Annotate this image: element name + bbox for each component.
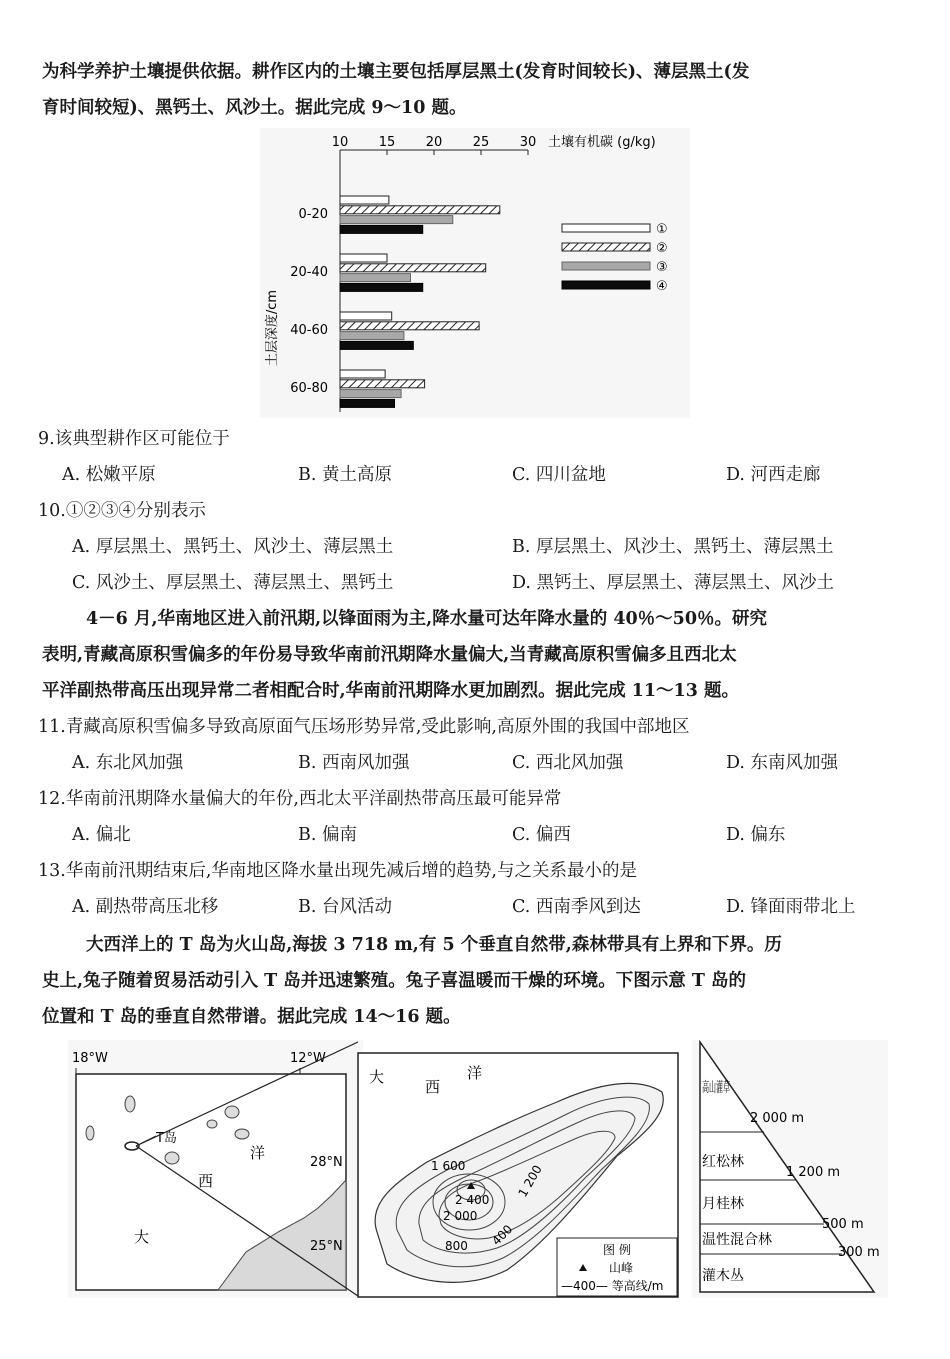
passage2-line-1: 4－6 月,华南地区进入前汛期,以锋面雨为主,降水量可达年降水量的 40％～50％。研究 bbox=[86, 609, 768, 629]
contour-label-800: 800 bbox=[445, 1239, 468, 1253]
category-label: 40-60 bbox=[290, 323, 328, 338]
alt-2000: 2 000 m bbox=[750, 1111, 805, 1126]
x-tick-label: 30 bbox=[519, 135, 537, 150]
legend-label-4: ④ bbox=[656, 279, 668, 294]
map2-ocean-char-1: 大 bbox=[369, 1068, 385, 1086]
legend-label-3: ③ bbox=[656, 260, 668, 275]
soil-carbon-chart bbox=[260, 128, 690, 418]
contour-label-1600: 1 600 bbox=[431, 1159, 466, 1173]
passage2-line-3: 平洋副热带高压出现异常二者相配合时,华南前汛期降水更加剧烈。据此完成 11～13 题。 bbox=[42, 681, 739, 701]
lon-18w: 18°W bbox=[72, 1051, 108, 1066]
island-3 bbox=[165, 1152, 179, 1164]
q10-option-b[interactable]: B. 厚层黑土、风沙土、黑钙土、薄层黑土 bbox=[512, 537, 834, 557]
alt-1200: 1 200 m bbox=[786, 1165, 841, 1180]
q13-option-d[interactable]: D. 锋面雨带北上 bbox=[726, 897, 856, 917]
zone-alpine-label bbox=[702, 1079, 730, 1096]
q13-option-a[interactable]: A. 副热带高压北移 bbox=[72, 897, 219, 917]
q13-option-b[interactable]: B. 台风活动 bbox=[298, 897, 392, 917]
map1-ocean-char-3: 洋 bbox=[250, 1144, 266, 1162]
x-tick-label: 25 bbox=[472, 135, 490, 150]
zone-pine-label: 红松林 bbox=[702, 1154, 744, 1170]
q11-stem: 11.青藏高原积雪偏多导致高原面气压场形势异常,受此影响,高原外围的我国中部地区 bbox=[38, 717, 690, 737]
x-tick-label: 20 bbox=[425, 135, 443, 150]
category-label: 0-20 bbox=[298, 207, 328, 222]
legend-title: 图 例 bbox=[603, 1243, 631, 1257]
q12-stem: 12.华南前汛期降水量偏大的年份,西北太平洋副热带高压最可能异常 bbox=[38, 789, 562, 809]
q9-stem: 9.该典型耕作区可能位于 bbox=[38, 429, 230, 449]
legend-contour-label: —400— 等高线/m bbox=[561, 1279, 664, 1293]
y-axis-label: 土层深度/cm bbox=[265, 289, 280, 367]
q9-option-b[interactable]: B. 黄土高原 bbox=[298, 465, 392, 485]
island-1 bbox=[125, 1096, 135, 1112]
contour-label-400: 400 bbox=[489, 1222, 516, 1249]
lat-25n: 25°N bbox=[310, 1239, 343, 1254]
q10-option-a[interactable]: A. 厚层黑土、黑钙土、风沙土、薄层黑土 bbox=[72, 537, 394, 557]
q12-option-c[interactable]: C. 偏西 bbox=[512, 825, 571, 845]
contour-label-2400: 2 400 bbox=[455, 1193, 490, 1207]
bar-40-60-series-1 bbox=[340, 312, 392, 320]
q10-option-c[interactable]: C. 风沙土、厚层黑土、薄层黑土、黑钙土 bbox=[72, 573, 394, 593]
bar-20-40-series-2 bbox=[340, 264, 486, 272]
x-tick-label: 10 bbox=[331, 135, 349, 150]
bar-60-80-series-1 bbox=[340, 370, 385, 378]
passage3-line-1: 大西洋上的 T 岛为火山岛,海拔 3 718 m,有 5 个垂直自然带,森林带具有上界和下界。历 bbox=[86, 935, 782, 955]
q12-option-b[interactable]: B. 偏南 bbox=[298, 825, 357, 845]
q9-option-a[interactable]: A. 松嫩平原 bbox=[62, 465, 156, 485]
alt-500: 500 m bbox=[822, 1217, 864, 1232]
intro-line-1: 为科学养护土壤提供依据。耕作区内的土壤主要包括厚层黑土(发育时间较长)、薄层黑土(发 bbox=[42, 62, 750, 82]
t-island-label: T岛 bbox=[156, 1131, 177, 1146]
zone-mixed-label: 温性混合林 bbox=[702, 1232, 772, 1248]
bar-20-40-series-1 bbox=[340, 254, 387, 262]
map2-ocean-char-2: 西 bbox=[425, 1078, 441, 1096]
bar-60-80-series-3 bbox=[340, 390, 401, 398]
q9-option-d[interactable]: D. 河西走廊 bbox=[726, 465, 821, 485]
legend-label-2: ② bbox=[656, 241, 668, 256]
bar-60-80-series-4 bbox=[340, 399, 395, 407]
legend-swatch-2 bbox=[562, 243, 650, 251]
contour-label-2000: 2 000 bbox=[443, 1209, 478, 1223]
q11-option-a[interactable]: A. 东北风加强 bbox=[72, 753, 184, 773]
map2-ocean-char-3: 洋 bbox=[467, 1064, 483, 1082]
chart-title: 土壤有机碳 (g/kg) bbox=[548, 135, 656, 150]
lat-28n: 28°N bbox=[310, 1155, 343, 1170]
bar-60-80-series-2 bbox=[340, 380, 425, 388]
lon-12w: 12°W bbox=[290, 1051, 326, 1066]
passage3-line-2: 史上,兔子随着贸易活动引入 T 岛并迅速繁殖。兔子喜温暖而干燥的环境。下图示意 T 岛的 bbox=[42, 971, 747, 991]
bar-0-20-series-4 bbox=[340, 225, 423, 233]
q11-option-b[interactable]: B. 西南风加强 bbox=[298, 753, 410, 773]
map1-ocean-char-1: 大 bbox=[134, 1228, 150, 1246]
island-2 bbox=[86, 1126, 94, 1140]
x-tick-label: 15 bbox=[378, 135, 396, 150]
category-label: 60-80 bbox=[290, 381, 328, 396]
island-5 bbox=[225, 1106, 239, 1118]
q11-option-c[interactable]: C. 西北风加强 bbox=[512, 753, 624, 773]
alt-300: 300 m bbox=[838, 1245, 880, 1260]
legend-swatch-4 bbox=[562, 281, 650, 289]
legend-label-1: ① bbox=[656, 222, 668, 237]
passage3-line-3: 位置和 T 岛的垂直自然带谱。据此完成 14～16 题。 bbox=[42, 1007, 461, 1027]
island-contour-map bbox=[357, 1052, 679, 1298]
q13-option-c[interactable]: C. 西南季风到达 bbox=[512, 897, 641, 917]
zone-shrub-label: 灌木丛 bbox=[702, 1268, 744, 1284]
bar-20-40-series-3 bbox=[340, 274, 411, 282]
vertical-zone-diagram bbox=[692, 1040, 888, 1298]
q12-option-a[interactable]: A. 偏北 bbox=[72, 825, 131, 845]
bar-40-60-series-2 bbox=[340, 322, 479, 330]
bar-20-40-series-4 bbox=[340, 283, 423, 291]
bar-0-20-series-2 bbox=[340, 206, 500, 214]
q9-option-c[interactable]: C. 四川盆地 bbox=[512, 465, 606, 485]
legend-swatch-3 bbox=[562, 262, 650, 270]
q12-option-d[interactable]: D. 偏东 bbox=[726, 825, 786, 845]
island-6 bbox=[235, 1129, 249, 1139]
legend-peak-label: 山峰 bbox=[609, 1261, 634, 1275]
map1-ocean-char-2: 西 bbox=[198, 1172, 214, 1190]
island-4 bbox=[207, 1120, 217, 1128]
bar-40-60-series-4 bbox=[340, 341, 413, 349]
q13-stem: 13.华南前汛期结束后,华南地区降水量出现先减后增的趋势,与之关系最小的是 bbox=[38, 861, 637, 881]
zone-laurel-label: 月桂林 bbox=[702, 1196, 744, 1212]
bar-0-20-series-3 bbox=[340, 216, 453, 224]
q10-option-d[interactable]: D. 黑钙土、厚层黑土、薄层黑土、风沙土 bbox=[512, 573, 835, 593]
q10-stem: 10.①②③④分别表示 bbox=[38, 501, 206, 521]
location-map bbox=[68, 1040, 363, 1298]
bar-0-20-series-1 bbox=[340, 196, 389, 204]
q11-option-d[interactable]: D. 东南风加强 bbox=[726, 753, 839, 773]
category-label: 20-40 bbox=[290, 265, 328, 280]
contour-label-1200: 1 200 bbox=[515, 1162, 545, 1200]
intro-line-2: 育时间较短)、黑钙土、风沙土。据此完成 9～10 题。 bbox=[42, 98, 467, 118]
bar-40-60-series-3 bbox=[340, 332, 404, 340]
passage2-line-2: 表明,青藏高原积雪偏多的年份易导致华南前汛期降水量偏大,当青藏高原积雪偏多且西北太 bbox=[42, 645, 737, 665]
legend-swatch-1 bbox=[562, 224, 650, 232]
